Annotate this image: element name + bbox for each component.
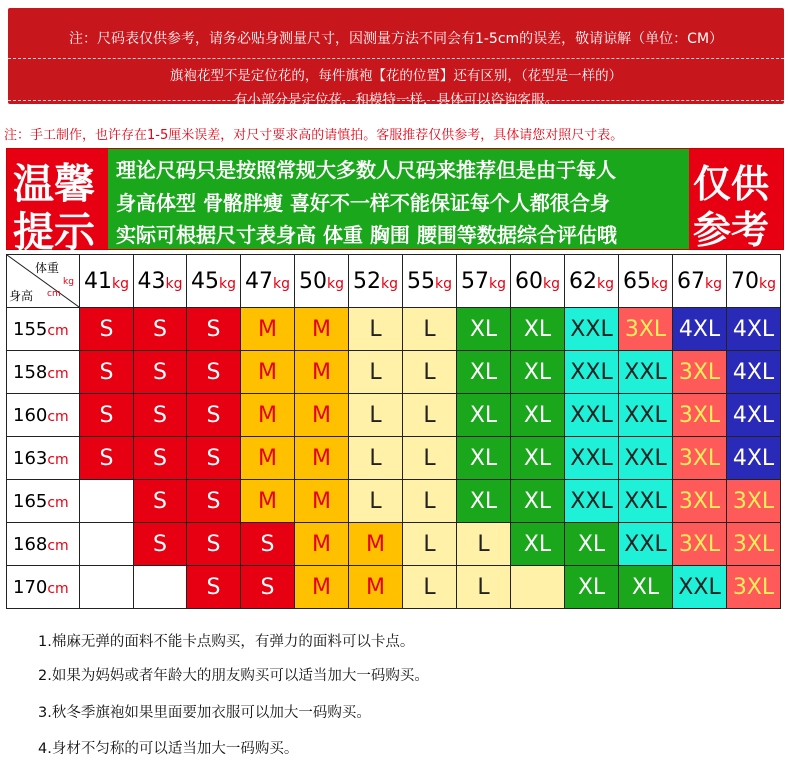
size-cell: XXL [565,394,619,437]
size-cell: M [241,351,295,394]
weight-value: 45 [191,268,219,294]
height-cell [7,566,80,609]
size-cell: XXL [565,437,619,480]
size-cell: 3XL [673,437,727,480]
size-cell: S [134,308,187,351]
tip-line-2: 身高体型 骨骼胖瘦 喜好不一样不能保证每个人都很合身 [116,191,610,215]
weight-header-cell [187,255,241,308]
notice-banner [8,8,784,108]
size-cell: 3XL [673,351,727,394]
weight-value: 47 [245,268,273,294]
size-cell: S [187,351,241,394]
size-cell: M [295,480,349,523]
size-cell: 4XL [727,308,781,351]
height-cell [7,523,80,566]
size-cell: M [349,523,403,566]
size-cell: XL [511,351,565,394]
weight-unit: kg [327,275,344,292]
corner-cell [7,255,80,308]
corner-height-label: 身高 [9,289,34,303]
size-cell: XL [457,394,511,437]
tip-line-1: 理论尺码只是按照常规大多数人尺码来推荐但是由于每人 [116,158,616,182]
weight-unit: kg [543,275,560,292]
corner-cm-label: cm [47,289,61,299]
footer-note-3: 3.秋冬季旗袍如果里面要加衣服可以加大一码购买。 [38,705,371,721]
size-cell: XXL [673,566,727,609]
size-cell: S [187,308,241,351]
size-cell: M [295,437,349,480]
height-unit: cm [47,322,69,339]
height-value: 168 [13,533,48,555]
size-cell: S [187,394,241,437]
weight-value: 62 [569,268,597,294]
corner-kg-label: kg [63,277,74,287]
weight-value: 43 [137,268,166,294]
weight-header-row [7,255,781,308]
weight-unit: kg [597,275,614,292]
size-cell: L [403,437,457,480]
size-cell: 3XL [673,523,727,566]
weight-header-cell [80,255,134,308]
weight-unit: kg [705,275,722,292]
weight-unit: kg [759,275,776,292]
size-cell: 3XL [673,394,727,437]
size-cell: XL [457,308,511,351]
warm-tip-block [7,149,108,256]
weight-header-cell [619,255,673,308]
size-cell: XL [457,480,511,523]
size-row [7,308,781,351]
footer-note-2: 2.如果为妈妈或者年龄大的朋友购买可以适当加大一码购买。 [38,668,429,684]
size-cell: 3XL [673,480,727,523]
size-cell: M [295,566,349,609]
size-cell: XXL [619,480,673,523]
size-cell: S [241,566,295,609]
size-cell: M [349,566,403,609]
height-unit: cm [47,451,69,468]
height-unit: cm [47,494,69,511]
weight-unit: kg [435,275,452,292]
size-cell [80,566,134,609]
size-cell: M [295,308,349,351]
size-cell: S [80,308,134,351]
size-cell: 3XL [727,480,781,523]
weight-unit: kg [381,275,398,292]
size-cell: S [134,394,187,437]
size-cell: S [187,480,241,523]
size-cell: L [349,437,403,480]
warm-tip-line-2: 提示 [13,208,95,256]
weight-header-cell [349,255,403,308]
weight-unit: kg [219,275,236,292]
size-cell: XXL [565,308,619,351]
size-cell: 4XL [727,437,781,480]
size-cell: XL [511,308,565,351]
weight-header-cell [565,255,619,308]
tip-text-block [108,149,689,249]
height-unit: cm [47,537,69,554]
size-cell: S [187,566,241,609]
size-cell: S [80,394,134,437]
height-value: 155 [13,318,48,340]
size-cell: L [349,351,403,394]
size-cell: L [403,566,457,609]
weight-unit: kg [489,275,506,292]
reference-only-block [689,149,783,252]
weight-header-cell [673,255,727,308]
size-cell [511,566,565,609]
reference-line-2: 参考 [693,207,770,252]
size-row [7,566,781,609]
banner-line-1: 注：尺码表仅供参考，请务必贴身测量尺寸，因测量方法不同会有1-5cm的误差，敬请谅解（单位：CM） [68,31,724,47]
size-cell: L [349,308,403,351]
size-cell: XXL [619,523,673,566]
height-cell [7,437,80,480]
tip-line-3: 实际可根据尺寸表身高 体重 胸围 腰围等数据综合评估哦 [116,223,617,247]
footer-note-1: 1.棉麻无弹的面料不能卡点购买，有弹力的面料可以卡点。 [38,634,415,650]
height-cell [7,394,80,437]
size-cell: M [241,437,295,480]
weight-header-cell [727,255,781,308]
weight-header-cell [403,255,457,308]
weight-header-cell [295,255,349,308]
weight-header-cell [134,255,187,308]
size-cell: L [403,394,457,437]
weight-value: 50 [299,268,327,294]
size-cell: XL [619,566,673,609]
height-unit: cm [47,580,69,597]
banner-line-2: 旗袍花型不是定位花的，每件旗袍【花的位置】还有区别，（花型是一样的） [169,68,623,84]
size-cell: M [241,308,295,351]
size-cell [80,480,134,523]
size-cell: XL [457,437,511,480]
weight-unit: kg [112,275,129,292]
size-cell: L [403,308,457,351]
size-cell: S [80,351,134,394]
size-row [7,394,781,437]
weight-header-cell [457,255,511,308]
banner-divider-bottom [8,100,784,101]
corner-weight-label: 体重 [35,261,60,275]
size-cell: 3XL [727,523,781,566]
weight-header-cell [241,255,295,308]
size-cell: M [241,394,295,437]
size-cell: L [403,351,457,394]
size-row [7,523,781,566]
size-cell: L [349,480,403,523]
height-cell [7,308,80,351]
size-cell: M [295,351,349,394]
weight-value: 55 [407,268,435,294]
size-row [7,437,781,480]
footer-note-4: 4.身材不匀称的可以适当加大一码购买。 [38,741,299,757]
size-cell: XL [511,394,565,437]
size-cell: L [457,566,511,609]
size-cell: XXL [619,394,673,437]
weight-value: 52 [353,268,381,294]
size-row [7,480,781,523]
height-unit: cm [47,365,69,382]
height-value: 160 [13,404,48,426]
size-cell: L [457,523,511,566]
size-cell: S [80,437,134,480]
size-cell: XXL [619,437,673,480]
reference-line-1: 仅供 [693,161,770,206]
size-cell: S [134,523,187,566]
size-cell: L [403,480,457,523]
size-cell: 4XL [727,394,781,437]
size-cell: S [187,523,241,566]
height-value: 158 [13,361,48,383]
size-cell: L [349,394,403,437]
tips-header [6,148,784,256]
weight-value: 41 [84,268,112,294]
weight-value: 70 [731,268,759,294]
size-cell: S [134,437,187,480]
size-cell: XL [565,523,619,566]
size-cell: M [241,480,295,523]
size-cell: 3XL [727,566,781,609]
weight-value: 60 [515,268,543,294]
size-cell [80,523,134,566]
size-cell: XL [511,480,565,523]
size-cell: XXL [565,351,619,394]
size-cell: 4XL [727,351,781,394]
size-cell: XL [565,566,619,609]
weight-value: 57 [461,268,489,294]
size-cell: XL [511,523,565,566]
size-chart-table [6,254,781,609]
size-cell: XXL [619,351,673,394]
warm-tip-line-1: 温馨 [13,160,95,208]
size-cell: S [134,480,187,523]
weight-header-cell [511,255,565,308]
size-cell: 3XL [619,308,673,351]
weight-unit: kg [273,275,290,292]
size-cell: S [241,523,295,566]
size-cell: S [134,351,187,394]
height-cell [7,480,80,523]
weight-unit: kg [165,275,183,292]
weight-value: 67 [677,268,705,294]
size-cell: XL [511,437,565,480]
size-cell: 4XL [673,308,727,351]
height-value: 165 [13,490,48,512]
size-cell [134,566,187,609]
size-cell: XXL [565,480,619,523]
banner-divider [8,58,784,59]
size-cell: M [295,394,349,437]
height-cell [7,351,80,394]
banner-line-3: 有小部分是定位花，和模特一样，具体可以咨询客服。 [234,92,558,108]
size-cell: L [403,523,457,566]
handmade-note: 注：手工制作，也许存在1-5厘米误差，对尺寸要求高的请慎拍。客服推荐仅供参考，具体请您对照尺寸表。 [4,128,624,143]
size-cell: M [295,523,349,566]
height-value: 170 [13,576,48,598]
weight-value: 65 [623,268,651,294]
size-cell: S [187,437,241,480]
size-row [7,351,781,394]
weight-unit: kg [651,275,668,292]
height-unit: cm [47,408,69,425]
height-value: 163 [13,447,48,469]
size-cell: XL [457,351,511,394]
